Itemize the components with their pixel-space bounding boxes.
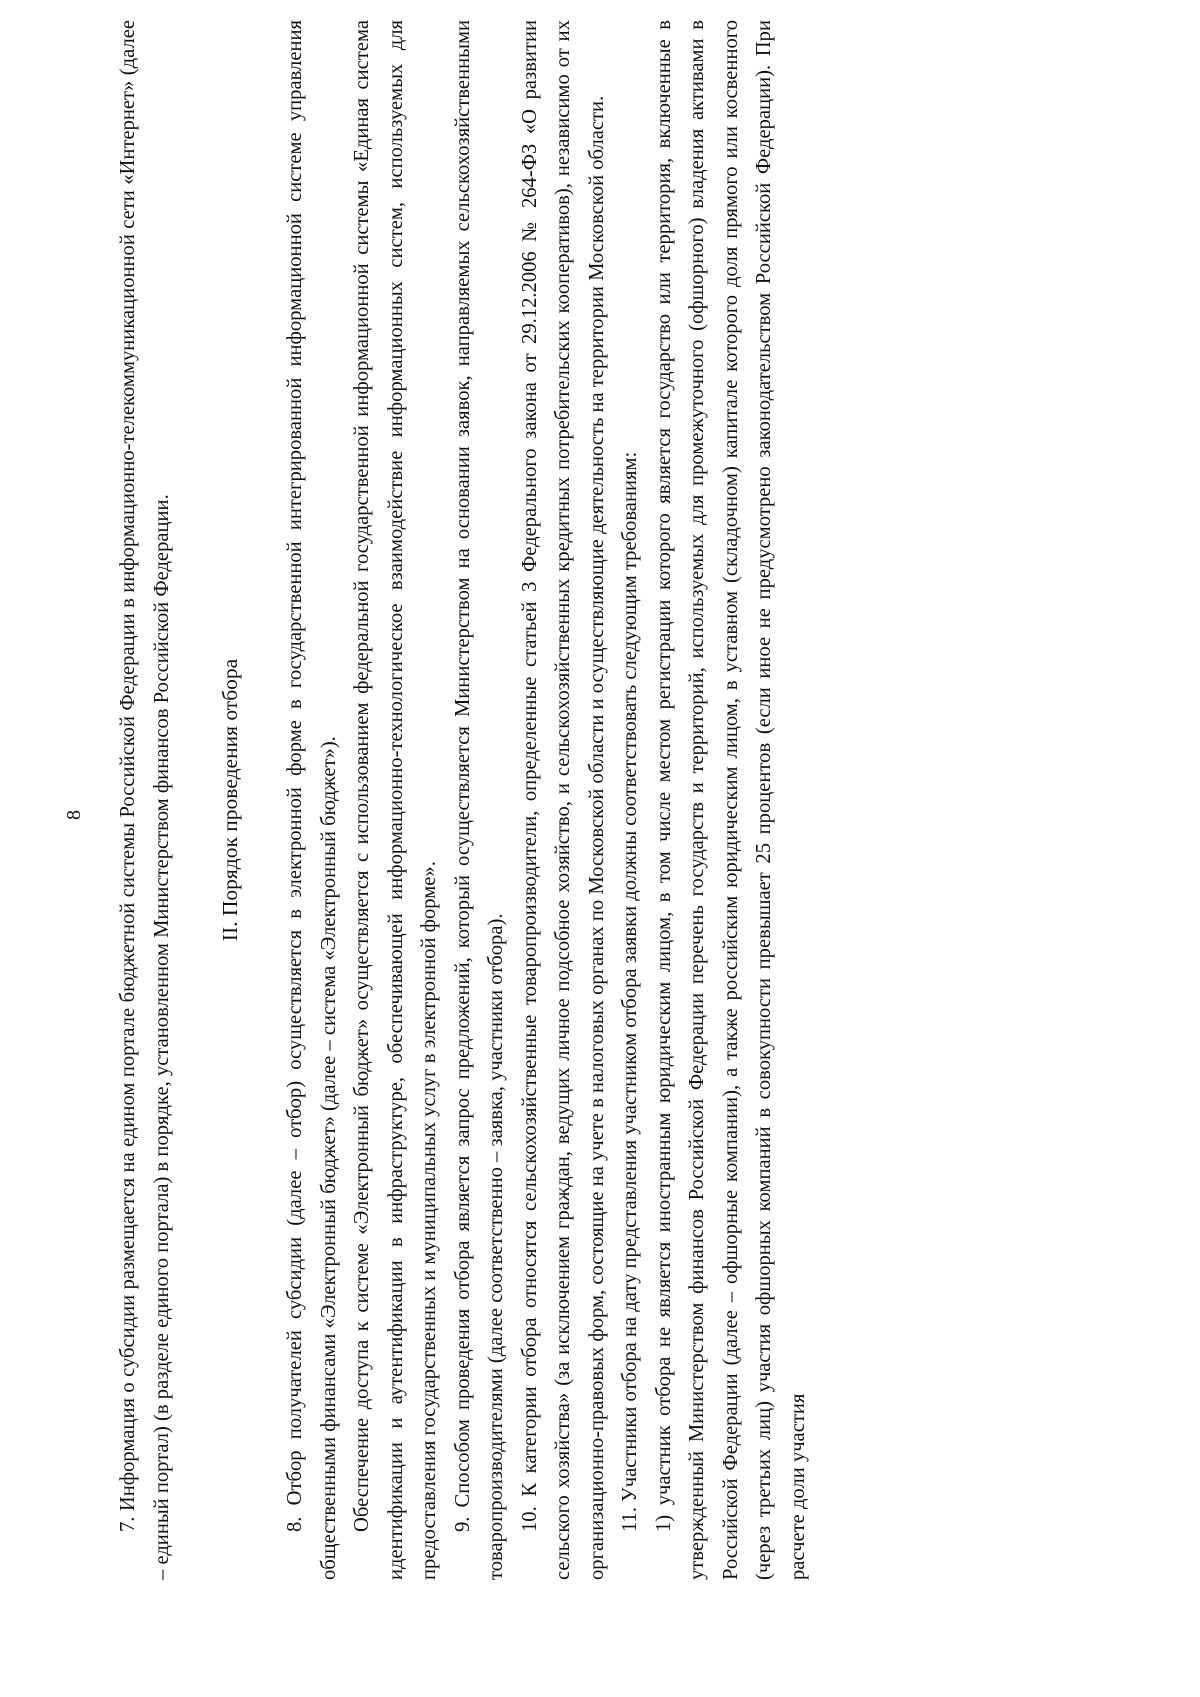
paragraph-8: 8. Отбор получателей субсидии (далее – отбор) осуществляется в электронной форме в государственной интегрированной информационной системе управления общественными финансами «Электронный бюджет» (далее – система «Электронный бюджет»). — [284, 20, 340, 1580]
page-number: 8 — [63, 810, 85, 820]
paragraph-11: 11. Участники отбора на дату представления участником отбора заявки должны соответствовать следующим требованиям: — [619, 451, 641, 1532]
section-title: II. Порядок проведения отбора — [218, 658, 242, 942]
paragraph-8-access: Обеспечение доступа к системе «Электронный бюджет» осуществляется с использованием федеральной государственной информационной системы «Единая система идентификации и аутентификации в инфраструктуре, обеспечивающей информационно-технологическое взаимодействие информационных систем, используемых для предоставления государственных и муниципальных услуг в электронной форме». — [351, 20, 440, 1580]
paragraph-10: 10. К категории отбора относятся сельскохозяйственные товаропроизводители, определенные статьей 3 Федерального закона от 29.12.2006 № 264-ФЗ «О развитии сельского хозяйства» (за исключением граждан, ведущих личное подсобное хозяйство, и сельскохозяйственных кредитных потребительских кооперативов), независимо от их организационно-правовых форм, состоящие на учете в налоговых органах по Московской области и осуществляющие деятельность на территории Московской области. — [518, 20, 608, 1580]
paragraph-7: 7. Информация о субсидии размещается на едином портале бюджетной системы Российской Федерации в информационно-телекоммуникационной сети «Интернет» (далее – единый портал) (в разделе единого портала) в порядке, установленном Министерством финансов Российской Федерации. — [117, 20, 173, 1580]
rotated-text-block — [63, 20, 812, 1580]
document-body — [112, 20, 815, 1580]
paragraph-9: 9. Способом проведения отбора является запрос предложений, который осуществляется Министерством на основании заявок, направляемых сельскохозяйственными товаропроизводителями (далее соответственно – заявка, участники отбора). — [451, 20, 507, 1580]
paragraph-11-item-1: 1) участник отбора не является иностранным юридическим лицом, в том числе местом регистрации которого является государство или территория, включенные в утвержденный Министерством финансов Российской Федерации перечень государств и территорий, используемых для промежуточного (офшорного) владения активами в Российской Федерации (далее – офшорные компании), а также российским юридическим лицом, в уставном (складочном) капитале которого доля прямого или косвенного (через третьих лиц) участия офшорных компаний в совокупности превышает 25 процентов (если иное не предусмотрено законодательством Российской Федерации). При расчете доли участия — [652, 20, 809, 1580]
